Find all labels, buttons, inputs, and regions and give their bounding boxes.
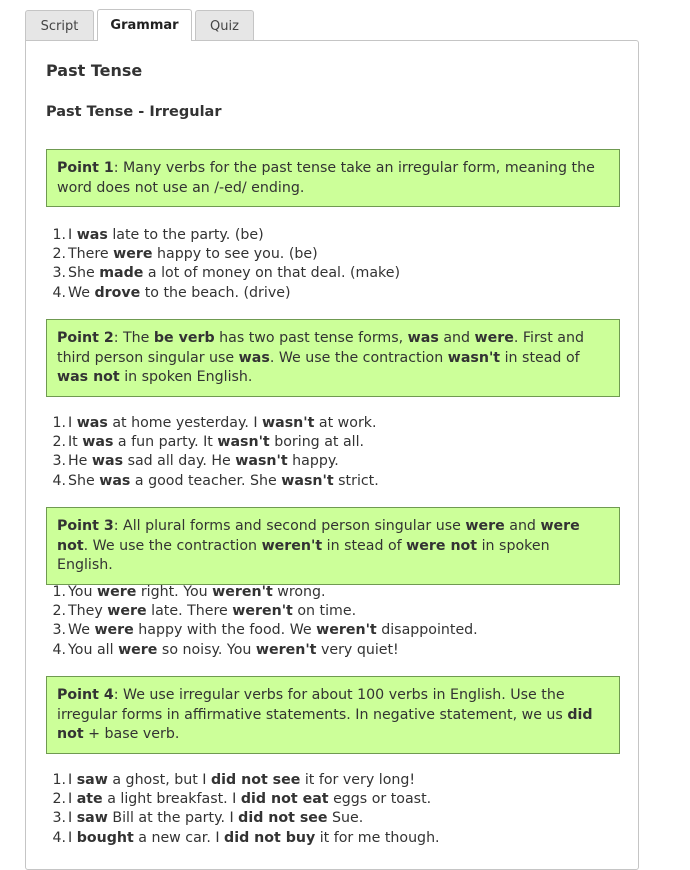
text-segment: It xyxy=(68,434,83,451)
text-segment: it for me though. xyxy=(315,829,440,846)
page-title: Past Tense xyxy=(46,61,143,80)
text-segment: eggs or toast. xyxy=(328,791,432,808)
bold-term: saw xyxy=(76,810,108,827)
example-list-4 xyxy=(46,771,620,848)
example-item xyxy=(46,245,620,264)
example-item xyxy=(46,583,620,602)
bold-term: wasn't xyxy=(281,472,334,489)
bold-term: made xyxy=(99,265,144,282)
example-item xyxy=(46,264,620,283)
text-segment: disappointed. xyxy=(376,622,478,639)
bold-term: bought xyxy=(76,829,134,846)
text-segment: a fun party. It xyxy=(113,434,218,451)
text-segment: strict. xyxy=(333,472,379,489)
bold-term: was xyxy=(99,472,131,489)
bold-term: were not xyxy=(406,537,478,554)
text-segment: in stead of xyxy=(500,349,580,366)
text-segment: happy. xyxy=(287,453,339,470)
bold-term: ate xyxy=(76,791,103,808)
text-segment: and xyxy=(504,518,541,534)
text-segment: late to the party. (be) xyxy=(107,227,264,243)
list-number: 3. xyxy=(52,622,66,639)
text-segment: We xyxy=(68,622,95,639)
bold-term: were xyxy=(96,584,137,600)
bold-term: did not buy xyxy=(224,829,316,846)
bold-term: were xyxy=(118,641,158,658)
list-number: 1. xyxy=(52,584,66,600)
example-item xyxy=(46,414,620,433)
bold-term: was xyxy=(91,453,124,470)
bold-term: be verb xyxy=(153,330,215,346)
text-segment: : We use irregular verbs for about 100 verbs in English. Use the irregular forms in affirmative statements. In negative statement, we us xyxy=(57,687,568,723)
text-segment: a good teacher. She xyxy=(130,472,282,489)
text-segment: happy with the food. We xyxy=(133,622,317,639)
grammar-point-3 xyxy=(46,507,620,585)
bold-term: Point 2 xyxy=(57,330,114,346)
list-number: 3. xyxy=(52,453,66,470)
example-item xyxy=(46,602,620,621)
list-number: 3. xyxy=(52,810,66,827)
grammar-panel xyxy=(25,40,639,870)
example-item xyxy=(46,433,620,452)
text-segment: at home yesterday. I xyxy=(107,415,263,431)
list-number: 1. xyxy=(52,415,66,431)
text-segment: She xyxy=(68,265,100,282)
text-segment: I xyxy=(68,810,77,827)
text-segment: I xyxy=(68,829,77,846)
text-segment: a light breakfast. I xyxy=(102,791,241,808)
text-segment: Sue. xyxy=(327,810,364,827)
grammar-point-1 xyxy=(46,149,620,207)
list-number: 3. xyxy=(52,265,66,282)
text-segment: We xyxy=(68,284,95,301)
text-segment: right. You xyxy=(136,584,213,600)
example-item xyxy=(46,771,620,790)
text-segment: They xyxy=(68,603,108,620)
text-segment: and xyxy=(438,330,475,346)
bold-term: wasn't xyxy=(262,415,315,431)
text-segment: : All plural forms and second person singular use xyxy=(113,518,466,534)
bold-term: were xyxy=(465,518,505,534)
tab-bar xyxy=(25,9,257,41)
bold-term: were not xyxy=(57,518,580,554)
tab-grammar[interactable]: Grammar xyxy=(97,9,192,41)
text-segment: late. There xyxy=(146,603,233,620)
text-segment: in stead of xyxy=(322,537,407,554)
text-segment: . First and third person singular use xyxy=(57,330,584,366)
bold-term: saw xyxy=(76,772,108,788)
bold-term: were xyxy=(94,622,134,639)
bold-term: drove xyxy=(94,284,141,301)
example-item xyxy=(46,790,620,809)
example-item xyxy=(46,621,620,640)
grammar-point-2 xyxy=(46,319,620,397)
text-segment: She xyxy=(68,472,100,489)
text-segment: . We use the contraction xyxy=(83,537,262,554)
list-number: 4. xyxy=(52,641,66,658)
bold-term: weren't xyxy=(212,584,273,600)
text-segment: a ghost, but I xyxy=(107,772,211,788)
bold-term: weren't xyxy=(255,641,317,658)
tab-quiz[interactable]: Quiz xyxy=(195,10,254,41)
bold-term: Point 4 xyxy=(57,687,114,703)
text-segment: sad all day. He xyxy=(123,453,236,470)
example-item xyxy=(46,284,620,303)
text-segment: : The xyxy=(113,330,154,346)
text-segment: He xyxy=(68,453,92,470)
text-segment: : Many verbs for the past tense take an irregular form, meaning the word does not use an /-ed/ ending. xyxy=(57,160,595,196)
text-segment: I xyxy=(68,415,77,431)
bold-term: Point 3 xyxy=(57,518,114,534)
list-number: 4. xyxy=(52,284,66,301)
text-segment: on time. xyxy=(292,603,357,620)
text-segment: very quiet! xyxy=(316,641,399,658)
example-list-1 xyxy=(46,226,620,303)
text-segment: + base verb. xyxy=(83,726,180,742)
text-segment: I xyxy=(68,227,77,243)
bold-term: did not xyxy=(57,706,593,742)
section-title: Past Tense - Irregular xyxy=(46,104,222,120)
example-item xyxy=(46,829,620,848)
text-segment: it for very long! xyxy=(300,772,416,788)
bold-term: did not eat xyxy=(240,791,329,808)
text-segment: in spoken English. xyxy=(57,537,550,573)
text-segment: so noisy. You xyxy=(157,641,256,658)
list-number: 2. xyxy=(52,603,66,620)
text-segment: I xyxy=(68,791,77,808)
bold-term: wasn't xyxy=(235,453,288,470)
text-segment: I xyxy=(68,772,77,788)
bold-term: Point 1 xyxy=(57,160,114,176)
bold-term: wasn't xyxy=(447,349,501,366)
example-item xyxy=(46,472,620,491)
list-number: 4. xyxy=(52,472,66,489)
bold-term: was xyxy=(82,434,114,451)
list-number: 4. xyxy=(52,829,66,846)
bold-term: was xyxy=(407,330,439,346)
text-segment: You xyxy=(68,584,97,600)
text-segment: wrong. xyxy=(272,584,326,600)
text-segment: a lot of money on that deal. (make) xyxy=(143,265,401,282)
text-segment: Bill at the party. I xyxy=(107,810,239,827)
tab-script[interactable]: Script xyxy=(25,10,94,41)
list-number: 1. xyxy=(52,772,66,788)
bold-term: were xyxy=(474,330,514,346)
bold-term: weren't xyxy=(261,537,323,554)
bold-term: did not see xyxy=(210,772,301,788)
text-segment: . We use the contraction xyxy=(269,349,448,366)
text-segment: You all xyxy=(68,641,119,658)
text-segment: at work. xyxy=(314,415,377,431)
text-segment: boring at all. xyxy=(269,434,365,451)
list-number: 2. xyxy=(52,791,66,808)
text-segment: There xyxy=(68,246,114,263)
bold-term: weren't xyxy=(316,622,377,639)
bold-term: was xyxy=(76,415,108,431)
text-segment: happy to see you. (be) xyxy=(152,246,318,263)
bold-term: was not xyxy=(57,369,120,385)
example-item xyxy=(46,226,620,245)
bold-term: weren't xyxy=(232,603,293,620)
list-number: 1. xyxy=(52,227,66,243)
example-list-2 xyxy=(46,414,620,491)
bold-term: did not see xyxy=(238,810,328,827)
text-segment: in spoken English. xyxy=(119,369,253,385)
example-item xyxy=(46,452,620,471)
text-segment: a new car. I xyxy=(133,829,225,846)
bold-term: were xyxy=(107,603,147,620)
list-number: 2. xyxy=(52,434,66,451)
bold-term: were xyxy=(113,246,153,263)
bold-term: was xyxy=(238,349,270,366)
list-number: 2. xyxy=(52,246,66,263)
example-item xyxy=(46,641,620,660)
example-item xyxy=(46,809,620,828)
example-list-3 xyxy=(46,583,620,660)
grammar-point-4 xyxy=(46,676,620,754)
text-segment: has two past tense forms, xyxy=(214,330,408,346)
bold-term: was xyxy=(76,227,108,243)
bold-term: wasn't xyxy=(217,434,270,451)
text-segment: to the beach. (drive) xyxy=(140,284,291,301)
